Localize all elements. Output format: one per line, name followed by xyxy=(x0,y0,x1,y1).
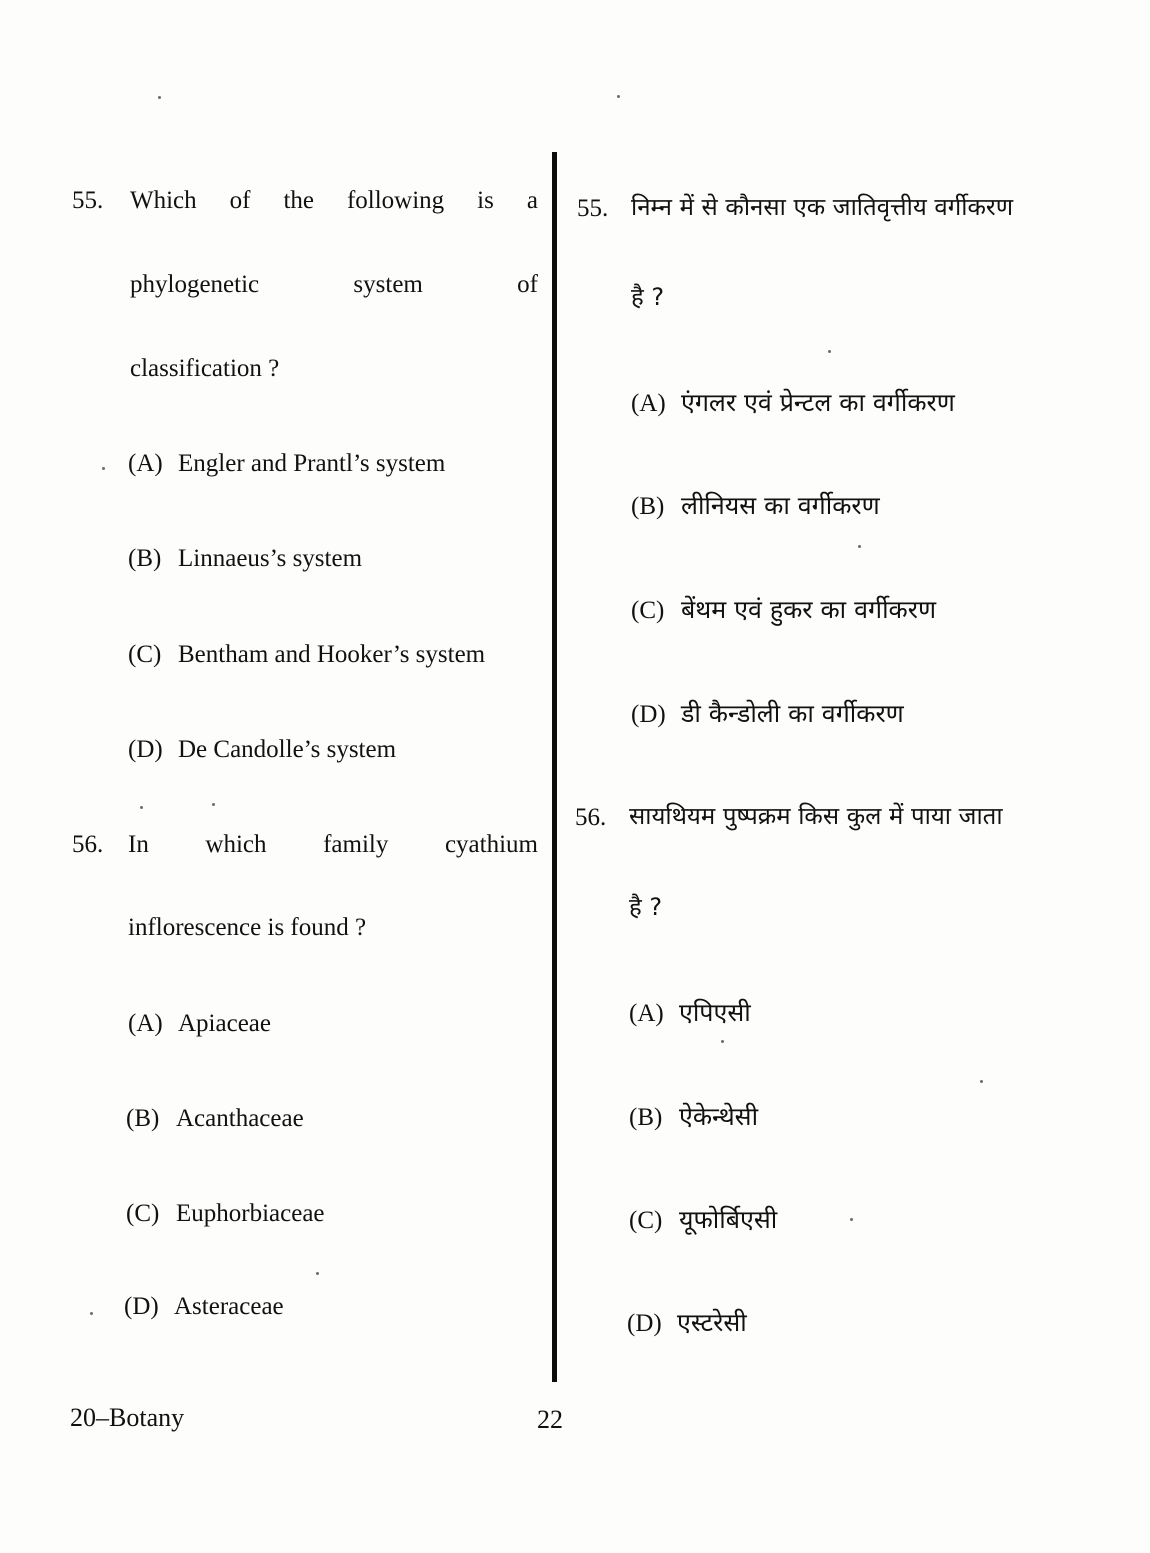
option-text: एंगलर एवं प्रेन्टल का वर्गीकरण xyxy=(681,388,955,417)
option-label: (C) xyxy=(629,1207,663,1234)
question-word: following xyxy=(346,187,445,214)
option-label: (C) xyxy=(631,597,665,624)
question-number: 55. xyxy=(72,187,104,214)
option-d xyxy=(627,1310,747,1336)
option-label: (D) xyxy=(128,736,163,763)
option-label: (C) xyxy=(128,641,162,668)
question-text-line: classification ? xyxy=(130,355,280,382)
option-d xyxy=(128,737,396,762)
question-number: 56. xyxy=(575,804,607,831)
scan-speck xyxy=(617,95,620,98)
question-text-line xyxy=(130,272,538,297)
question-text-line: निम्न में से कौनसा एक जातिवृत्तीय वर्गीकरण xyxy=(631,193,1014,221)
question-word: which xyxy=(205,831,267,858)
option-label: (A) xyxy=(128,1010,163,1037)
question-word: of xyxy=(229,187,251,214)
option-label: (B) xyxy=(629,1104,663,1131)
option-text: Engler and Prantl’s system xyxy=(178,450,446,477)
option-label: (A) xyxy=(629,1000,664,1027)
option-a xyxy=(631,390,955,416)
scan-speck xyxy=(828,350,831,353)
question-word: system xyxy=(353,271,423,298)
scan-speck xyxy=(721,1040,724,1043)
option-text: Asteraceae xyxy=(174,1293,284,1320)
scan-speck xyxy=(858,545,861,548)
option-label: (D) xyxy=(627,1310,662,1337)
option-label: (A) xyxy=(631,390,666,417)
scan-speck xyxy=(140,806,143,809)
question-word: Which xyxy=(130,187,197,214)
question-number: 55. xyxy=(577,195,609,222)
option-d xyxy=(124,1294,284,1319)
question-text-line: है ? xyxy=(631,283,665,311)
option-d xyxy=(631,701,904,727)
question-text-line xyxy=(130,188,538,213)
scan-speck xyxy=(850,1218,853,1221)
question-word: the xyxy=(283,187,314,214)
page-number: 22 xyxy=(537,1405,563,1434)
question-word: is xyxy=(477,187,494,214)
option-label: (B) xyxy=(631,493,665,520)
scan-speck xyxy=(158,96,161,99)
subject-code: 20–Botany xyxy=(70,1403,185,1432)
option-label: (A) xyxy=(128,450,163,477)
option-label: (C) xyxy=(126,1200,160,1227)
option-text: Euphorbiaceae xyxy=(176,1200,325,1227)
option-a xyxy=(629,1000,751,1026)
option-c xyxy=(631,597,936,623)
option-text: लीनियस का वर्गीकरण xyxy=(681,491,880,520)
option-b xyxy=(126,1106,304,1131)
option-a xyxy=(128,451,445,476)
column-divider xyxy=(552,152,557,1382)
option-c xyxy=(629,1207,777,1233)
question-number: 56. xyxy=(72,831,104,858)
option-c xyxy=(128,642,485,667)
option-a xyxy=(128,1011,271,1036)
option-text: Bentham and Hooker’s system xyxy=(178,641,486,668)
option-b xyxy=(629,1104,758,1130)
option-text: यूफोर्बिएसी xyxy=(679,1205,778,1234)
question-text-line: inflorescence is found ? xyxy=(128,914,367,941)
scan-speck xyxy=(316,1272,319,1275)
option-label: (B) xyxy=(126,1105,160,1132)
option-text: बेंथम एवं हुकर का वर्गीकरण xyxy=(681,595,937,624)
option-text: De Candolle’s system xyxy=(178,736,397,763)
scan-speck xyxy=(90,1312,93,1315)
option-text: एपिएसी xyxy=(679,998,751,1027)
question-word: family xyxy=(323,831,389,858)
option-label: (D) xyxy=(631,701,666,728)
question-word: phylogenetic xyxy=(130,271,260,298)
question-text-line xyxy=(128,832,538,857)
option-text: डी कैन्डोली का वर्गीकरण xyxy=(681,699,904,728)
question-word: a xyxy=(526,187,538,214)
question-text-line: है ? xyxy=(629,893,663,921)
scan-speck xyxy=(212,803,215,806)
option-b xyxy=(128,546,362,571)
question-word: cyathium xyxy=(444,831,538,858)
option-b xyxy=(631,493,880,519)
scan-speck xyxy=(102,467,105,470)
scan-speck xyxy=(980,1080,983,1083)
question-text-line: सायथियम पुष्पक्रम किस कुल में पाया जाता xyxy=(629,802,1003,830)
option-c xyxy=(126,1201,325,1226)
option-text: Apiaceae xyxy=(178,1010,271,1037)
option-text: Linnaeus’s system xyxy=(178,545,363,572)
option-text: एस्टरेसी xyxy=(677,1308,747,1337)
option-text: ऐकेन्थेसी xyxy=(679,1102,759,1131)
option-text: Acanthaceae xyxy=(176,1105,304,1132)
option-label: (B) xyxy=(128,545,162,572)
question-word: In xyxy=(128,831,149,858)
option-label: (D) xyxy=(124,1293,159,1320)
question-word: of xyxy=(517,271,538,298)
